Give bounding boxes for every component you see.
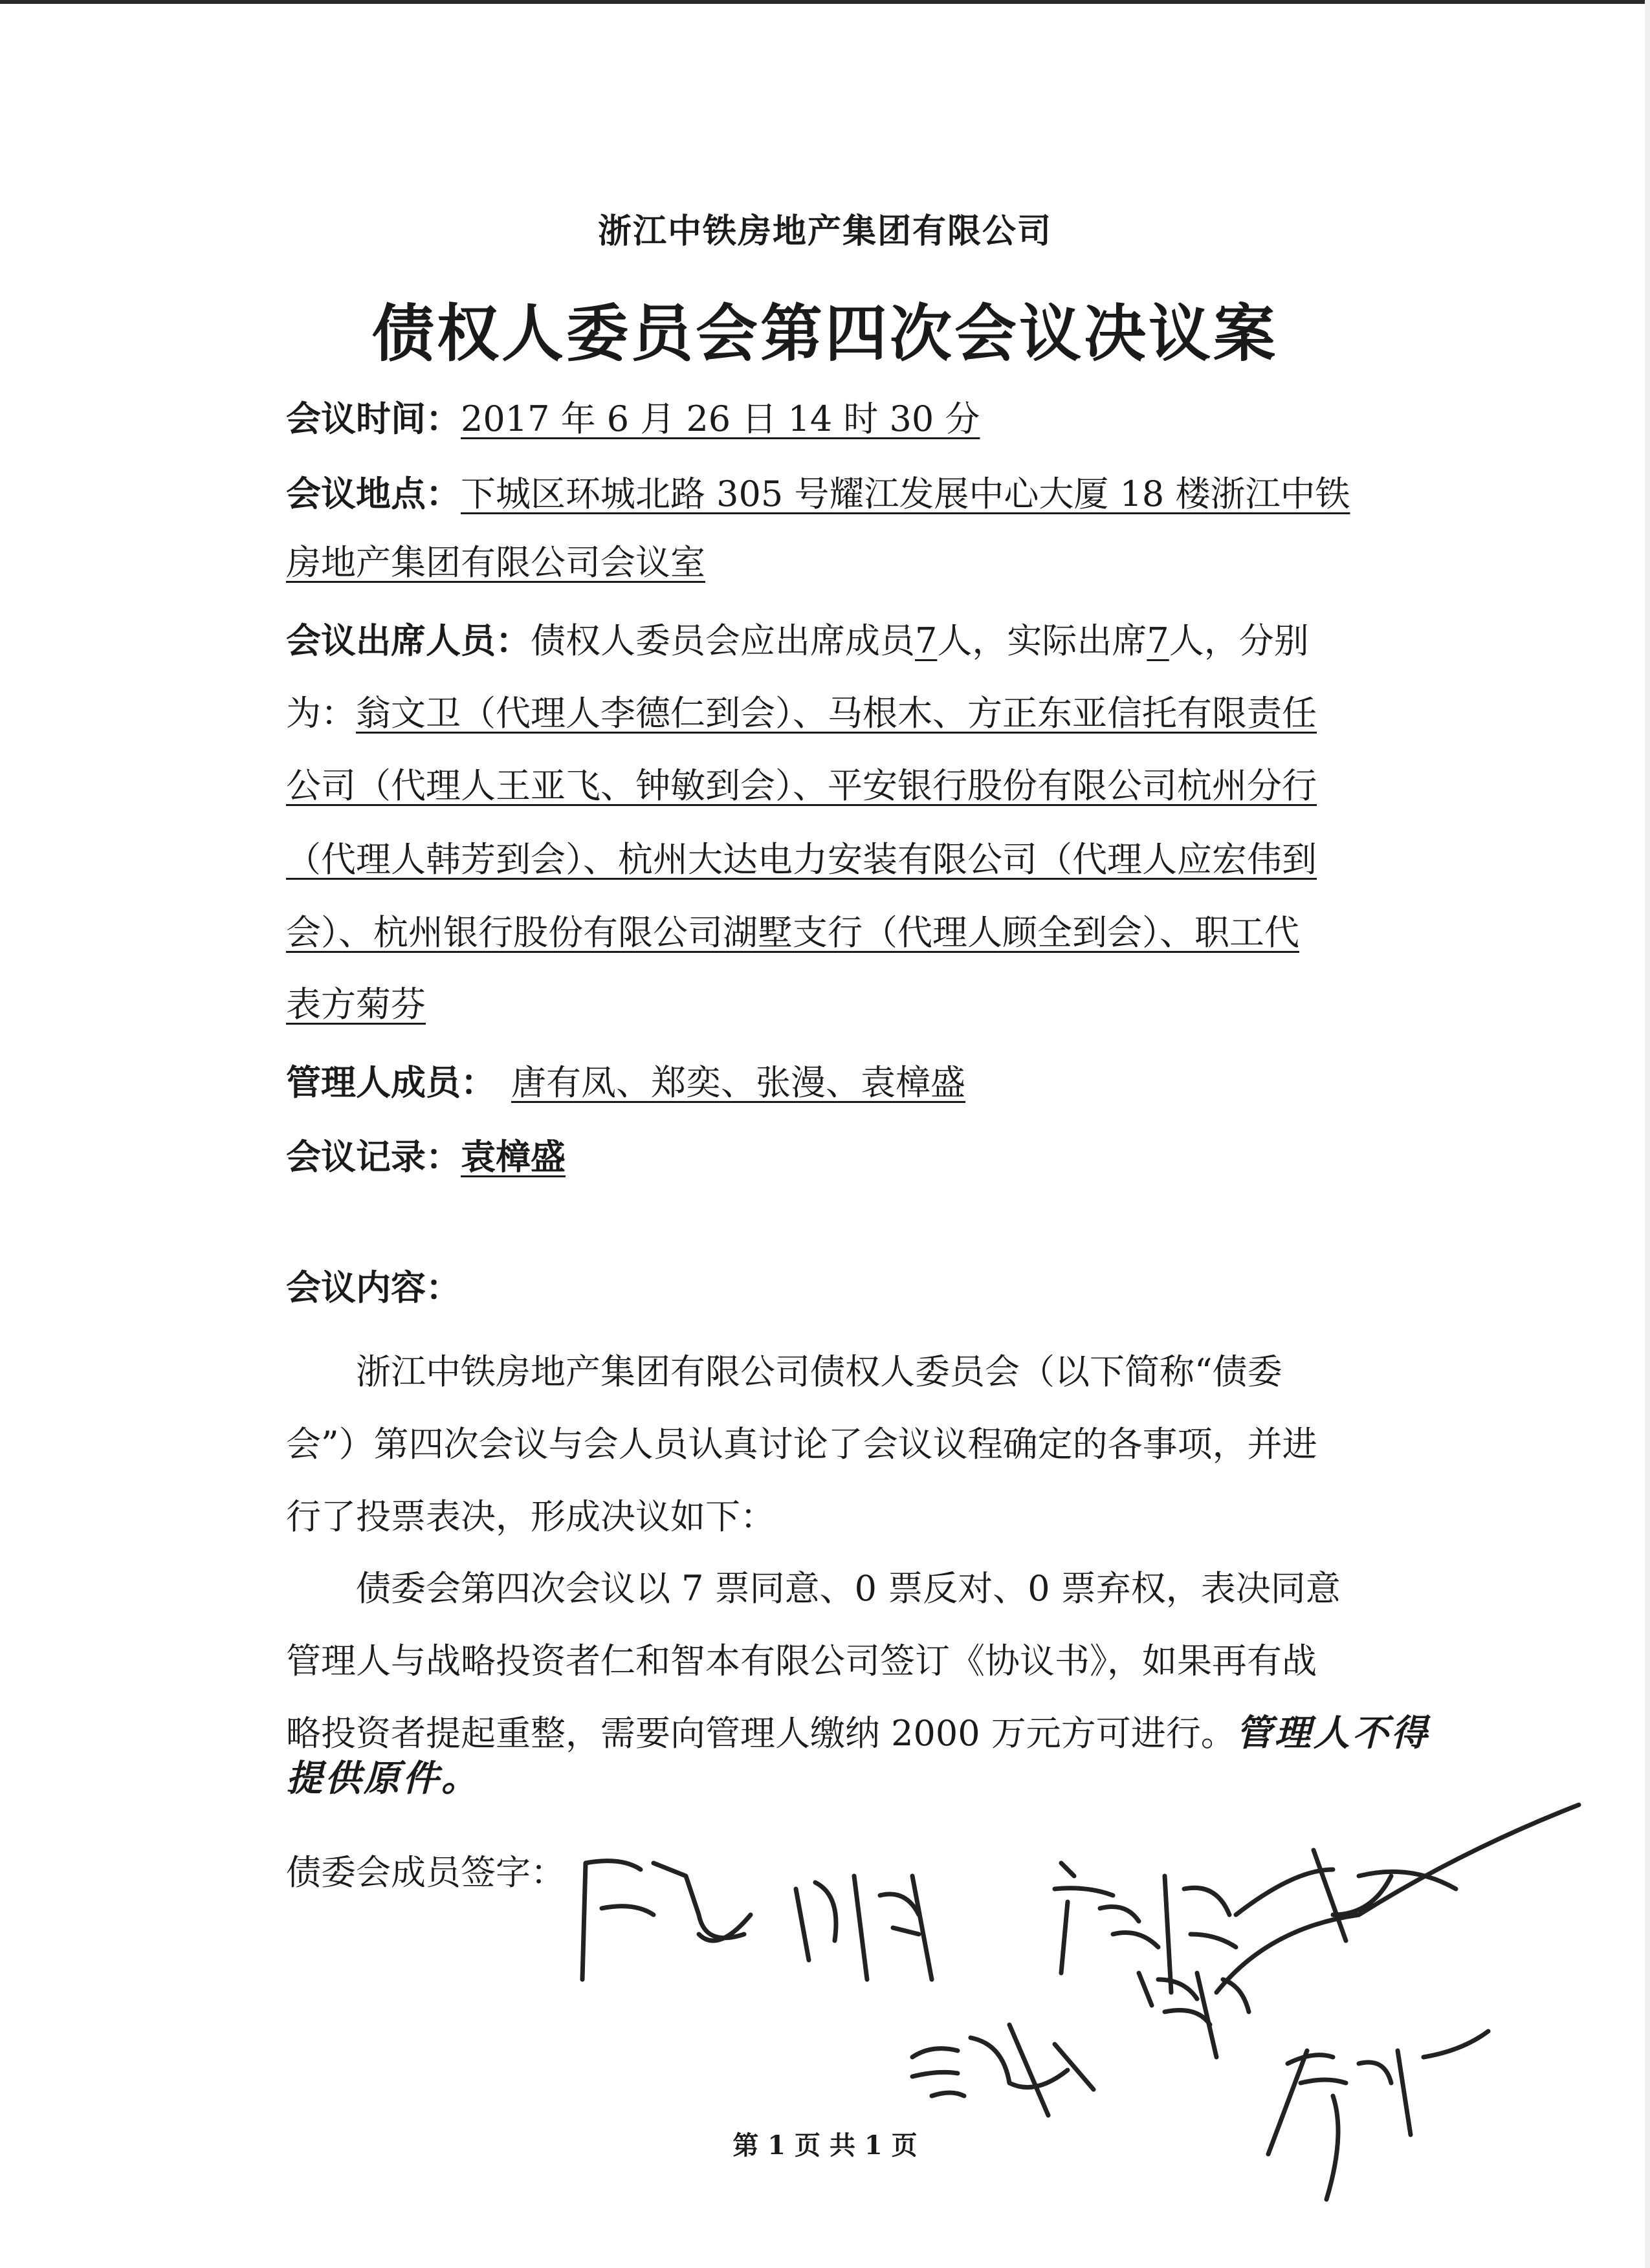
managers-row [286, 1060, 1405, 1106]
company-name: 浙江中铁房地产集团有限公司 [597, 212, 1052, 251]
attendees-list-line4: （代理人韩芳到会）、杭州大达电力安装有限公司（代理人应宏伟到 [286, 839, 1317, 880]
content-label: 会议内容： [286, 1267, 461, 1308]
content-heading-row [286, 1265, 1405, 1311]
recorder-row [286, 1134, 1405, 1180]
signature-label-row [286, 1850, 1405, 1895]
meeting-time-row [286, 396, 1405, 442]
meeting-place-line2: 房地产集团有限公司会议室 [286, 542, 705, 583]
meeting-place-line1: 下城区环城北路 305 号耀江发展中心大厦 18 楼浙江中铁 [461, 474, 1350, 514]
attendees-row-4 [286, 837, 1405, 882]
attendees-list-line2: 翁文卫（代理人李德仁到会）、马根木、方正东亚信托有限责任 [356, 693, 1317, 734]
attendees-list-line3: 公司（代理人王亚飞、钟敏到会）、平安银行股份有限公司杭州分行 [286, 765, 1317, 806]
attendees-actual-count: 7 [1147, 620, 1169, 661]
recorder-value: 袁樟盛 [461, 1136, 566, 1177]
signature-label: 债委会成员签字： [286, 1852, 566, 1893]
managers-label: 管理人成员： [286, 1062, 496, 1103]
content-p1-line1: 浙江中铁房地产集团有限公司债权人委员会（以下简称“债委 [356, 1351, 1282, 1392]
page-footer: 第 1 页 共 1 页 [732, 2130, 918, 2161]
scan-edge [0, 0, 1650, 4]
handwritten-note-2: 提供原件。 [286, 1758, 480, 1800]
attendees-row-2 [286, 691, 1405, 736]
content-p1-line2: 会”）第四次会议与会人员认真讨论了会议议程确定的各事项，并进 [286, 1424, 1317, 1465]
attendees-list-line6: 表方菊芬 [286, 984, 426, 1025]
recorder-label: 会议记录： [286, 1136, 461, 1177]
attendees-row-3 [286, 763, 1405, 809]
handwritten-note-row [286, 1756, 1405, 1802]
content-p2-line2: 管理人与战略投资者仁和智本有限公司签订《协议书》，如果再有战 [286, 1641, 1317, 1681]
attendees-mid: 人，实际出席 [937, 620, 1147, 661]
meeting-time-value: 2017 年 6 月 26 日 14 时 30 分 [461, 398, 980, 439]
managers-value: 唐有凤、郑奕、张漫、袁樟盛 [511, 1062, 965, 1103]
attendees-required-count: 7 [915, 620, 938, 661]
attendees-row-6 [286, 982, 1405, 1027]
meeting-time-label: 会议时间： [286, 398, 461, 439]
attendees-pre: 债权人委员会应出席成员 [531, 620, 915, 661]
meeting-place-label: 会议地点： [286, 473, 461, 514]
attendees-row-5 [286, 910, 1405, 955]
attendees-row [286, 618, 1405, 664]
attendees-post: 人，分别 [1169, 620, 1309, 661]
handwritten-note-1: 管理人不得 [1235, 1712, 1430, 1754]
document-title: 债权人委员会第四次会议决议案 [372, 297, 1278, 370]
content-p2-line1: 债委会第四次会议以 7 票同意、0 票反对、0 票弃权，表决同意 [356, 1568, 1341, 1609]
attendees-list-line5: 会）、杭州银行股份有限公司湖墅支行（代理人顾全到会）、职工代 [286, 912, 1299, 953]
content-p2-line3-text: 略投资者提起重整，需要向管理人缴纳 2000 万元方可进行。 [286, 1713, 1236, 1754]
attendees-prefix: 为： [286, 693, 356, 734]
attendees-label: 会议出席人员： [286, 620, 531, 661]
meeting-place-row-2 [286, 540, 1405, 585]
meeting-place-row [286, 471, 1405, 517]
content-p1-line3: 行了投票表决，形成决议如下： [286, 1496, 775, 1537]
content-paragraph-2 [286, 1553, 1430, 1770]
content-paragraph-1 [286, 1336, 1405, 1553]
